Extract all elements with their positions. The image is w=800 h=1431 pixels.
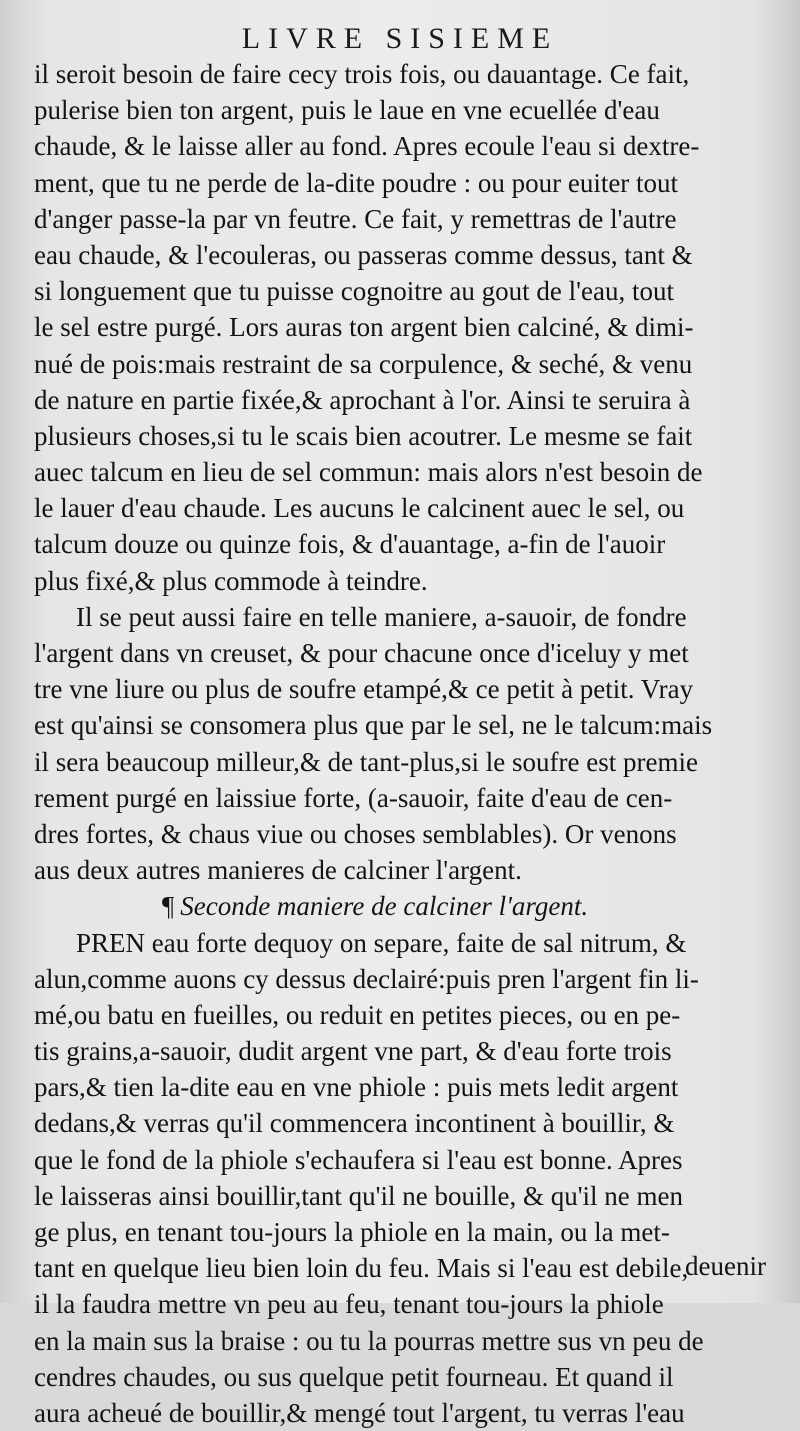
- text-line: tant en quelque lieu bien loin du feu. Mais si l'eau est debile,: [34, 1250, 768, 1286]
- text-line: auec talcum en lieu de sel commun: mais alors n'est besoin de: [34, 454, 768, 490]
- text-line: tis grains,a-sauoir, dudit argent vne part, & d'eau forte trois: [34, 1033, 768, 1069]
- text-line: dedans,& verras qu'il commencera incontinent à bouillir, &: [34, 1105, 768, 1141]
- text-line: il la faudra mettre vn peu au feu, tenant tou-jours la phiole: [34, 1286, 768, 1322]
- paragraph-2: [34, 599, 768, 889]
- pilcrow-mark: ¶: [162, 891, 174, 921]
- text-line: aura acheué de bouillir,& mengé tout l'argent, tu verras l'eau: [34, 1395, 768, 1431]
- text-line: le laisseras ainsi bouillir,tant qu'il ne bouille, & qu'il ne men: [34, 1178, 768, 1214]
- text-line: cendres chaudes, ou sus quelque petit fourneau. Et quand il: [34, 1359, 768, 1395]
- text-line: il sera beaucoup milleur,& de tant-plus,si le soufre est premie: [34, 744, 768, 780]
- text-line: plusieurs choses,si tu le scais bien acoutrer. Le mesme se fait: [34, 418, 768, 454]
- text-line: que le fond de la phiole s'echaufera si l'eau est bonne. Apres: [34, 1142, 768, 1178]
- text-line: est qu'ainsi se consomera plus que par le sel, ne le talcum:mais: [34, 707, 768, 743]
- text-line: dres fortes, & chaus viue ou choses semblables). Or venons: [34, 816, 768, 852]
- text-line: PREN eau forte dequoy on separe, faite de sal nitrum, &: [34, 925, 768, 961]
- section-subheading: [34, 888, 768, 924]
- text-line: nué de pois:mais restraint de sa corpulence, & seché, & venu: [34, 346, 768, 382]
- text-line: alun,comme auons cy dessus declairé:puis pren l'argent fin li-: [34, 961, 768, 997]
- text-line: ment, que tu ne perde de la-dite poudre : ou pour euiter tout: [34, 165, 768, 201]
- text-line: Il se peut aussi faire en telle maniere, a-sauoir, de fondre: [34, 599, 768, 635]
- text-line: rement purgé en laissiue forte, (a-sauoir, faite d'eau de cen-: [34, 780, 768, 816]
- text-line: tre vne liure ou plus de soufre etampé,& ce petit à petit. Vray: [34, 671, 768, 707]
- text-line: pars,& tien la-dite eau en vne phiole : puis mets ledit argent: [34, 1069, 768, 1105]
- paragraph-1: [34, 56, 768, 599]
- text-line: le lauer d'eau chaude. Les aucuns le calcinent auec le sel, ou: [34, 490, 768, 526]
- text-line: de nature en partie fixée,& aprochant à l'or. Ainsi te seruira à: [34, 382, 768, 418]
- catchword: deuenir: [685, 1251, 766, 1282]
- text-line: l'argent dans vn creuset, & pour chacune once d'iceluy y met: [34, 635, 768, 671]
- text-line: chaude, & le laisse aller au fond. Apres ecoule l'eau si dextre-: [34, 128, 768, 164]
- text-line: mé,ou batu en fueilles, ou reduit en petites pieces, ou en pe-: [34, 997, 768, 1033]
- text-line: aus deux autres manieres de calciner l'argent.: [34, 852, 768, 888]
- text-line: plus fixé,& plus commode à teindre.: [34, 563, 768, 599]
- text-line: le sel estre purgé. Lors auras ton argent bien calciné, & dimi-: [34, 309, 768, 345]
- text-line: pulerise bien ton argent, puis le laue en vne ecuellée d'eau: [34, 92, 768, 128]
- text-line: il seroit besoin de faire cecy trois fois, ou dauantage. Ce fait,: [34, 56, 768, 92]
- text-line: ge plus, en tenant tou-jours la phiole en la main, ou la met-: [34, 1214, 768, 1250]
- text-line: si longuement que tu puisse cognoitre au gout de l'eau, tout: [34, 273, 768, 309]
- subheading-text: Seconde maniere de calciner l'argent.: [180, 891, 588, 921]
- text-block: [34, 56, 768, 1431]
- running-head: LIVRE SISIEME: [0, 22, 800, 56]
- text-line: talcum douze ou quinze fois, & d'auantage, a-fin de l'auoir: [34, 526, 768, 562]
- text-line: eau chaude, & l'ecouleras, ou passeras comme dessus, tant &: [34, 237, 768, 273]
- text-line: d'anger passe-la par vn feutre. Ce fait, y remettras de l'autre: [34, 201, 768, 237]
- paragraph-3: [34, 925, 768, 1431]
- text-line: en la main sus la braise : ou tu la pourras mettre sus vn peu de: [34, 1323, 768, 1359]
